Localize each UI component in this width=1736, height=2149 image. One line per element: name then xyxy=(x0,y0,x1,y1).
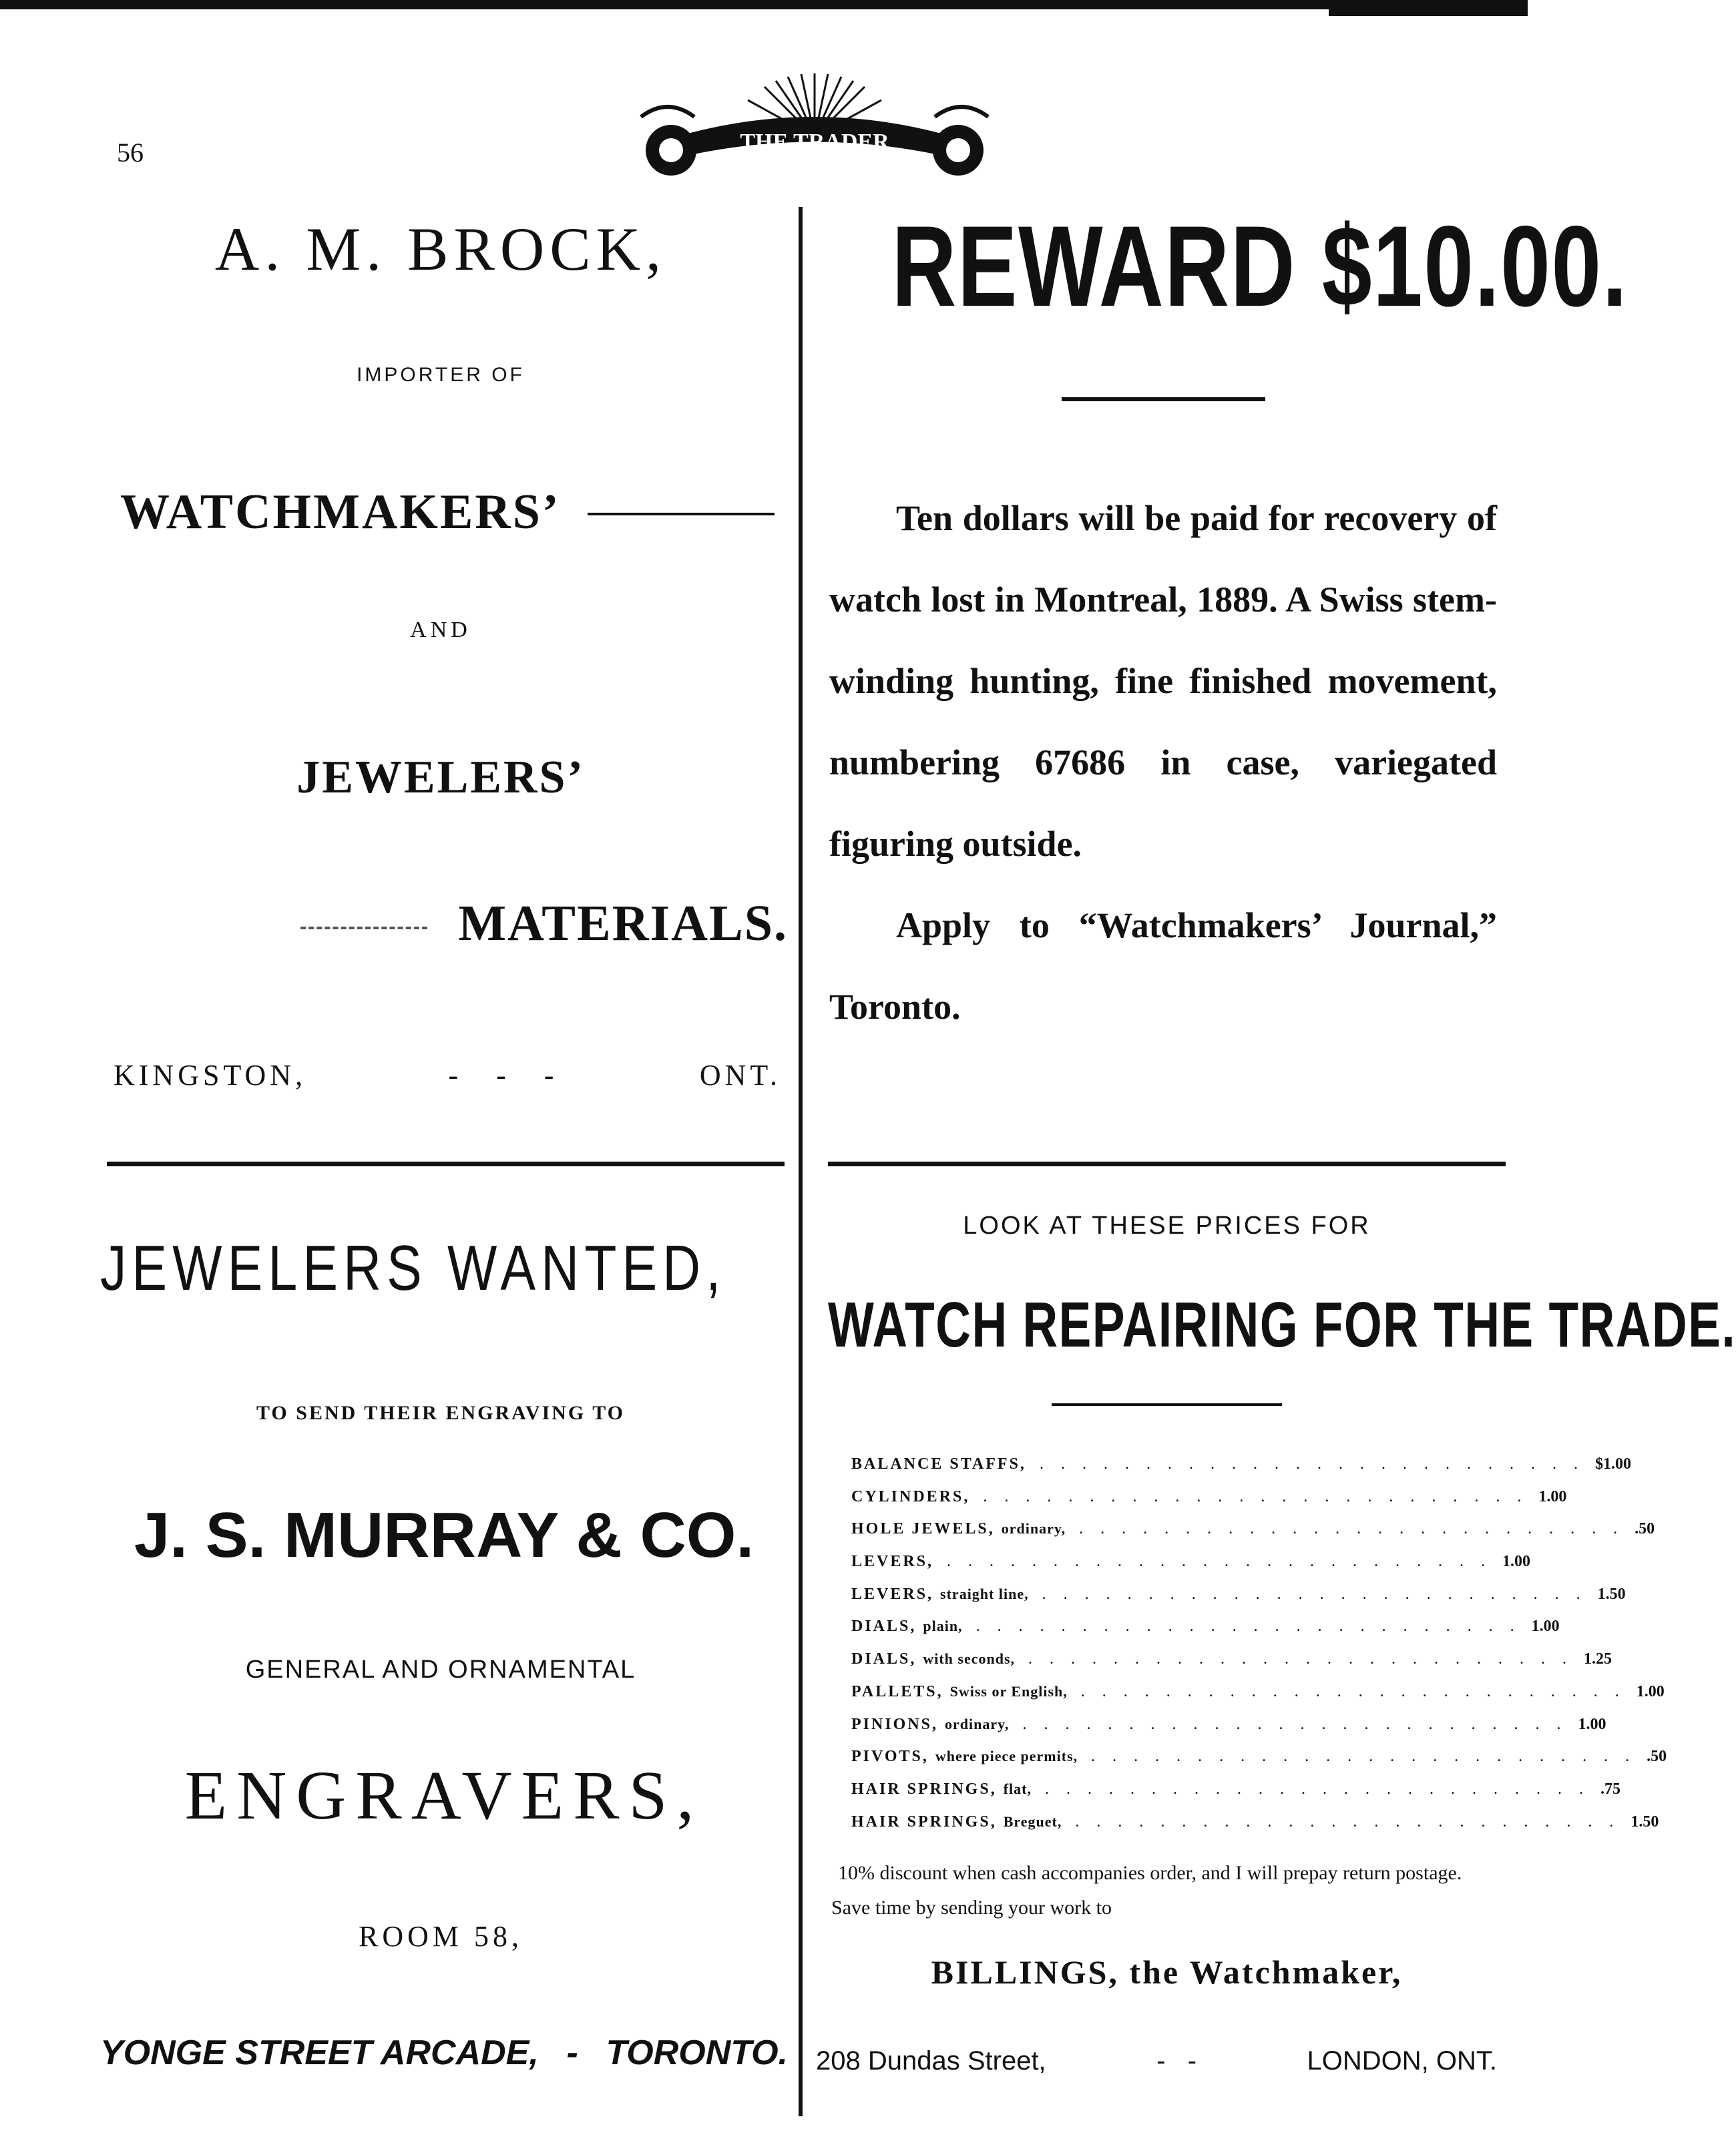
leader-dots: .......................... xyxy=(1091,1748,1647,1766)
brock-name: A. M. BROCK, xyxy=(214,215,667,283)
price-row xyxy=(851,1780,1620,1813)
billings-street: 208 Dundas Street, xyxy=(816,2046,1046,2076)
leader-dots: .......................... xyxy=(983,1487,1539,1505)
section-rule xyxy=(828,1162,1506,1166)
price-value: 1.00 xyxy=(1636,1682,1665,1700)
price-value: 1.00 xyxy=(1502,1553,1531,1571)
price-row xyxy=(851,1618,1560,1650)
leader-dots: .......................... xyxy=(975,1618,1532,1636)
reward-paragraph-1: Ten dollars will be paid for recovery of watch lost in Montreal, 1889. A Swiss stem-winding hunting, fine finished movement, numbering 67686 in case, variegated figuring outside. xyxy=(829,498,1497,864)
leader-dots: .......................... xyxy=(1075,1813,1631,1831)
leader-dots: .......................... xyxy=(1079,1520,1635,1538)
price-list xyxy=(851,1455,1667,1845)
leader-dots: .......................... xyxy=(1039,1455,1595,1473)
price-item: LEVERS, xyxy=(851,1553,934,1571)
leader-dots: .......................... xyxy=(1028,1650,1584,1668)
price-note: where piece permits, xyxy=(935,1748,1078,1765)
billings-city: LONDON, ONT. xyxy=(1307,2046,1497,2076)
price-value: .50 xyxy=(1647,1748,1667,1766)
decorative-dash xyxy=(588,513,775,515)
location-city: KINGSTON, xyxy=(114,1059,307,1092)
price-note: ordinary, xyxy=(945,1715,1010,1732)
price-value: 1.00 xyxy=(1538,1487,1567,1505)
price-item: HOLE JEWELS, xyxy=(851,1520,995,1538)
location-province: ONT. xyxy=(699,1059,781,1092)
section-rule xyxy=(1062,397,1265,401)
billings-name: BILLINGS, the Watchmaker, xyxy=(931,1953,1403,1991)
billings-address xyxy=(816,2046,1497,2076)
price-note: Swiss or English, xyxy=(949,1682,1068,1700)
murray-room: ROOM 58, xyxy=(358,1920,523,1953)
price-note: ordinary, xyxy=(1001,1520,1066,1537)
brock-and: AND xyxy=(410,618,471,642)
price-row xyxy=(851,1455,1631,1488)
repair-headline: WATCH REPAIRING FOR THE TRADE. xyxy=(828,1289,1736,1361)
masthead-title: THE TRADER xyxy=(740,130,889,154)
price-value: 1.50 xyxy=(1631,1813,1659,1831)
top-border-accent xyxy=(1329,9,1528,16)
price-row xyxy=(851,1487,1567,1521)
price-row xyxy=(851,1682,1665,1716)
price-row xyxy=(851,1520,1655,1553)
brock-jewelers: JEWELERS’ xyxy=(296,752,585,803)
price-item: PALLETS, xyxy=(851,1682,943,1700)
price-row xyxy=(851,1748,1667,1780)
reward-paragraph-2: Apply to “Watchmakers’ Journal,” Toronto. xyxy=(829,905,1497,1027)
price-note: flat, xyxy=(1003,1780,1032,1797)
repair-lookat: LOOK AT THESE PRICES FOR xyxy=(963,1212,1371,1240)
brock-materials: MATERIALS. xyxy=(458,895,788,951)
price-value: .50 xyxy=(1635,1520,1655,1538)
section-rule xyxy=(1052,1403,1282,1406)
murray-city: TORONTO. xyxy=(606,2034,788,2072)
top-border xyxy=(0,0,1528,9)
price-item: PINIONS, xyxy=(851,1715,939,1733)
murray-headline: JEWELERS WANTED, xyxy=(100,1232,726,1304)
address-separator: - - xyxy=(1156,2046,1197,2076)
reward-headline: REWARD $10.00. xyxy=(891,202,1629,330)
murray-address xyxy=(100,2033,788,2073)
address-separator: - xyxy=(566,2034,578,2072)
murray-engravers: ENGRAVERS, xyxy=(184,1757,704,1834)
repair-discount: 10% discount when cash accompanies order, and I will prepay return postage. Save time by sending your work to xyxy=(831,1862,1462,1919)
price-item: LEVERS, xyxy=(851,1585,934,1603)
leader-dots: .......................... xyxy=(1042,1585,1598,1603)
price-row xyxy=(851,1813,1659,1846)
price-item: DIALS, xyxy=(851,1618,917,1636)
reward-body xyxy=(829,477,1497,1047)
price-note: straight line, xyxy=(940,1585,1029,1602)
price-item: DIALS, xyxy=(851,1650,917,1668)
brock-location xyxy=(114,1058,781,1092)
murray-street: YONGE STREET ARCADE, xyxy=(100,2034,539,2072)
masthead-logo xyxy=(628,63,1002,177)
brock-importer: IMPORTER OF xyxy=(357,364,525,386)
price-value: $1.00 xyxy=(1594,1455,1631,1473)
location-separator: - - - xyxy=(448,1059,558,1092)
leader-dots: .......................... xyxy=(1080,1682,1637,1700)
price-item: PIVOTS, xyxy=(851,1748,929,1766)
column-divider xyxy=(799,207,803,2116)
leader-dots: .......................... xyxy=(1044,1780,1600,1798)
section-rule xyxy=(107,1162,785,1166)
price-row xyxy=(851,1585,1626,1618)
price-item: HAIR SPRINGS, xyxy=(851,1813,997,1831)
price-row xyxy=(851,1715,1606,1748)
price-value: .75 xyxy=(1600,1780,1620,1798)
price-value: 1.00 xyxy=(1578,1715,1606,1733)
murray-tosend: TO SEND THEIR ENGRAVING TO xyxy=(256,1402,626,1424)
price-item: HAIR SPRINGS, xyxy=(851,1780,997,1798)
price-value: 1.25 xyxy=(1584,1650,1612,1668)
price-item: CYLINDERS, xyxy=(851,1487,970,1505)
leader-dots: .......................... xyxy=(947,1553,1503,1571)
page-number: 56 xyxy=(117,138,144,168)
leader-dots: .......................... xyxy=(1022,1715,1578,1733)
murray-name: J. S. MURRAY & CO. xyxy=(134,1499,754,1571)
price-value: 1.50 xyxy=(1597,1585,1626,1603)
price-row xyxy=(851,1650,1612,1683)
price-note: with seconds, xyxy=(923,1650,1016,1668)
price-note: plain, xyxy=(923,1618,963,1635)
murray-general: GENERAL AND ORNAMENTAL xyxy=(245,1656,636,1684)
price-note: Breguet, xyxy=(1003,1813,1062,1830)
decorative-dash xyxy=(300,927,427,932)
price-value: 1.00 xyxy=(1531,1618,1560,1636)
brock-watchmakers: WATCHMAKERS’ xyxy=(120,485,561,539)
price-item: BALANCE STAFFS, xyxy=(851,1455,1026,1473)
price-row xyxy=(851,1553,1531,1586)
